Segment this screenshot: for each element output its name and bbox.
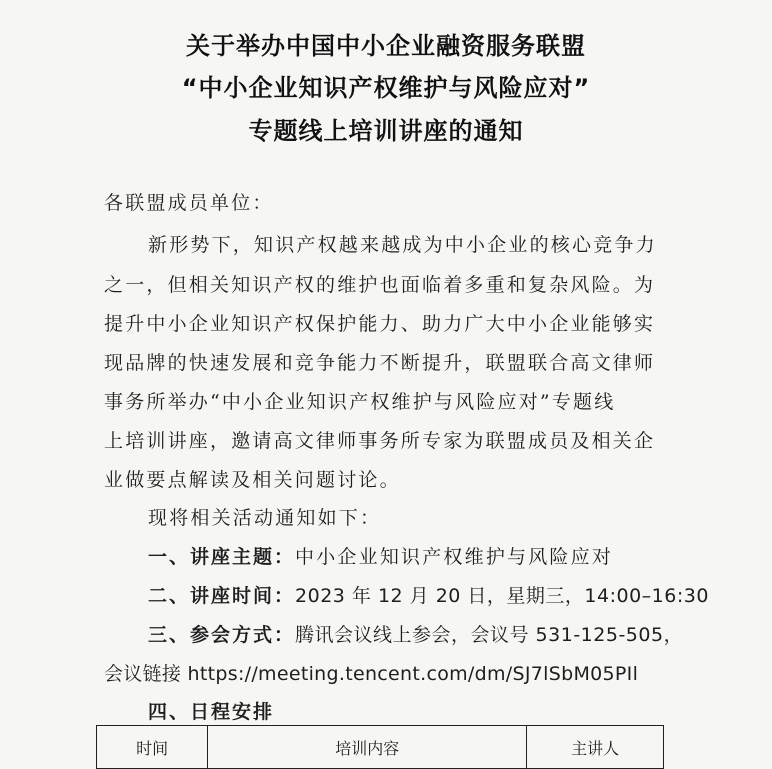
item-time xyxy=(148,581,709,608)
header-speaker: 主讲人 xyxy=(527,726,664,769)
topic-label: 一、讲座主题： xyxy=(148,546,296,568)
topic-value: 中小企业知识产权维护与风险应对 xyxy=(295,546,614,568)
body-paragraph-line: 现品牌的快速发展和竞争能力不断提升，联盟联合高文律师 xyxy=(104,352,656,374)
table-header-row xyxy=(97,726,664,769)
body-paragraph-line: 事务所举办“中小企业知识产权维护与风险应对”专题线 xyxy=(104,391,616,413)
title-line-1: 关于举办中国中小企业融资服务联盟 xyxy=(186,32,586,60)
time-label: 二、讲座时间： xyxy=(148,585,296,607)
title-line-3: 专题线上培训讲座的通知 xyxy=(248,117,524,145)
body-paragraph-line: 新形势下，知识产权越来越成为中小企业的核心竞争力 xyxy=(148,234,657,256)
body-paragraph-line: 之一，但相关知识产权的维护也面临着多重和复杂风险。为 xyxy=(104,274,656,296)
salutation: 各联盟成员单位： xyxy=(104,192,274,214)
schedule-table xyxy=(96,725,664,769)
time-value: 2023 年 12 月 20 日，星期三，14:00–16:30 xyxy=(295,585,709,607)
item-method xyxy=(148,620,683,647)
body-paragraph-line: 提升中小企业知识产权保护能力、助力广大中小企业能够实 xyxy=(104,313,656,335)
header-time: 时间 xyxy=(97,726,208,769)
meeting-link: 会议链接 https://meeting.tencent.com/dm/SJ7lSbM05PIl xyxy=(104,663,639,685)
method-label: 三、参会方式： xyxy=(148,624,296,646)
title-line-2: “中小企业知识产权维护与风险应对” xyxy=(181,74,591,102)
item-topic xyxy=(148,542,613,569)
body-paragraph-line: 上培训讲座，邀请高文律师事务所专家为联盟成员及相关企 xyxy=(104,430,656,452)
notice-intro: 现将相关活动通知如下： xyxy=(148,507,382,529)
schedule-heading: 四、日程安排 xyxy=(148,701,275,723)
header-content: 培训内容 xyxy=(208,726,527,769)
body-paragraph-line: 业做要点解读及相关问题讨论。 xyxy=(104,469,401,491)
method-value: 腾讯会议线上参会，会议号 531-125-505， xyxy=(295,624,684,646)
